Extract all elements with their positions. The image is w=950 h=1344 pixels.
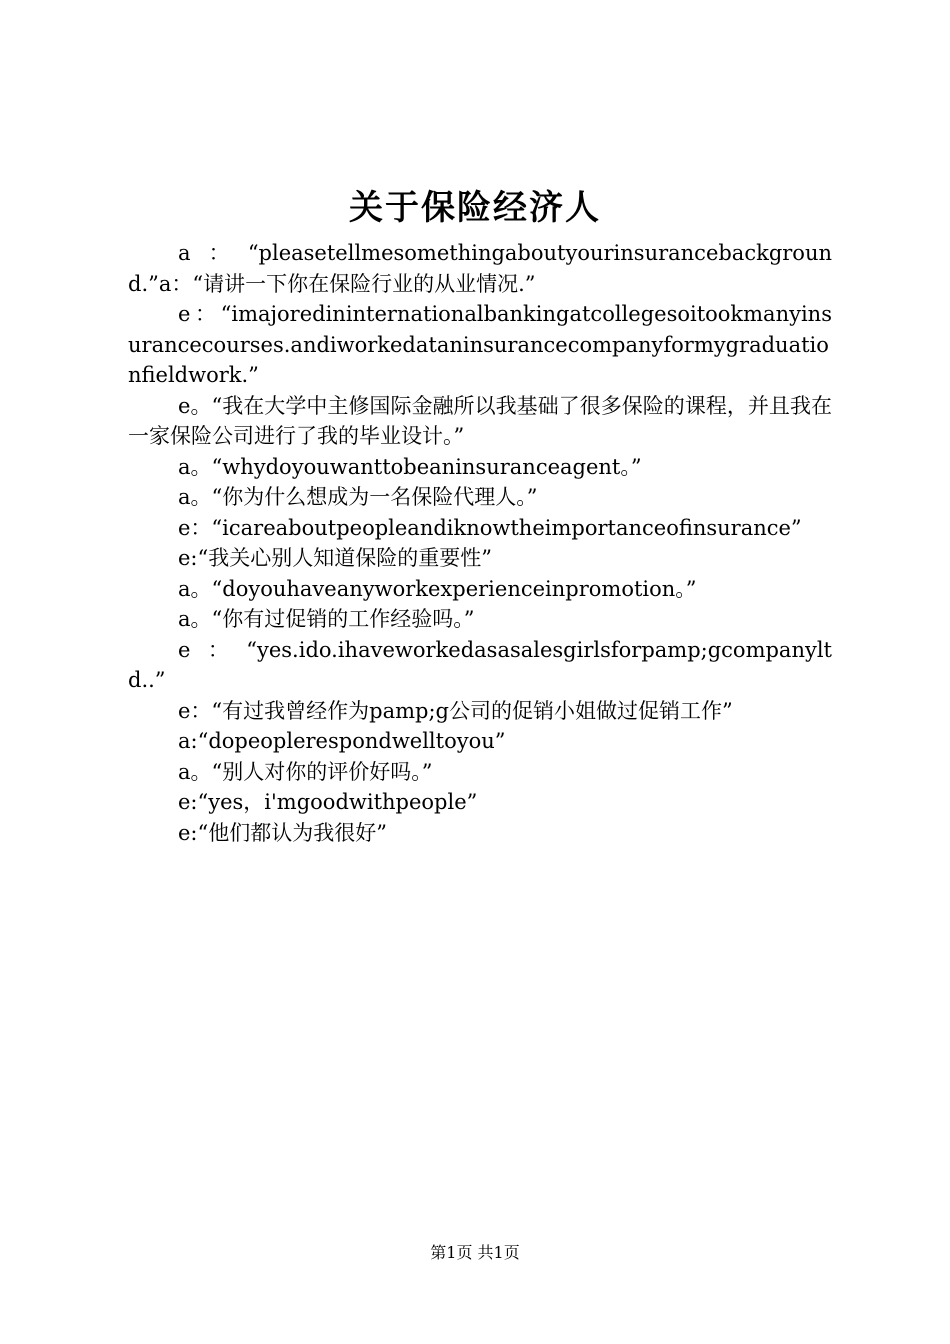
paragraph: e：“yes.ido.ihaveworkedasasalesgirlsforpamp;gcompanyltd..” xyxy=(128,637,832,692)
paragraph: a。“doyouhaveanyworkexperienceinpromotion。” xyxy=(178,576,697,601)
paragraph: e：“icareaboutpeopleandiknowtheimportanceofinsurance” xyxy=(178,515,802,540)
paragraph: a。“whydoyouwanttobeaninsuranceagent。” xyxy=(178,454,642,479)
paragraph: e：“有过我曾经作为pamp;g公司的促销小姐做过促销工作” xyxy=(178,698,733,723)
paragraph: e:“yes，i'mgoodwithpeople” xyxy=(178,790,478,814)
page-number-footer: 第1页 共1页 xyxy=(430,1243,520,1262)
paragraph: e：“imajoredininternationalbankingatcollegesoitookmanyinsurancecourses.andiworkedataninsurancecompanyformygraduationfieldwork.” xyxy=(128,302,832,387)
paragraph: e。“我在大学中主修国际金融所以我基础了很多保险的课程，并且我在一家保险公司进行了我的毕业设计。” xyxy=(128,393,832,448)
paragraph: a:“dopeoplerespondwelltoyou” xyxy=(178,729,506,753)
paragraph: e:“他们都认为我很好” xyxy=(178,820,387,845)
paragraph: a。“别人对你的评价好吗。” xyxy=(178,759,433,784)
paragraph: a。“你有过促销的工作经验吗。” xyxy=(178,607,475,631)
paragraph: a。“你为什么想成为一名保险代理人。” xyxy=(178,485,538,509)
paragraph: e:“我关心别人知道保险的重要性” xyxy=(178,546,492,570)
document-body xyxy=(128,238,832,848)
document-title: 关于保险经济人 xyxy=(349,188,601,228)
paragraph: a：“pleasetellmesomethingaboutyourinsurancebackground.”a：“请讲一下你在保险行业的从业情况.” xyxy=(128,241,832,296)
